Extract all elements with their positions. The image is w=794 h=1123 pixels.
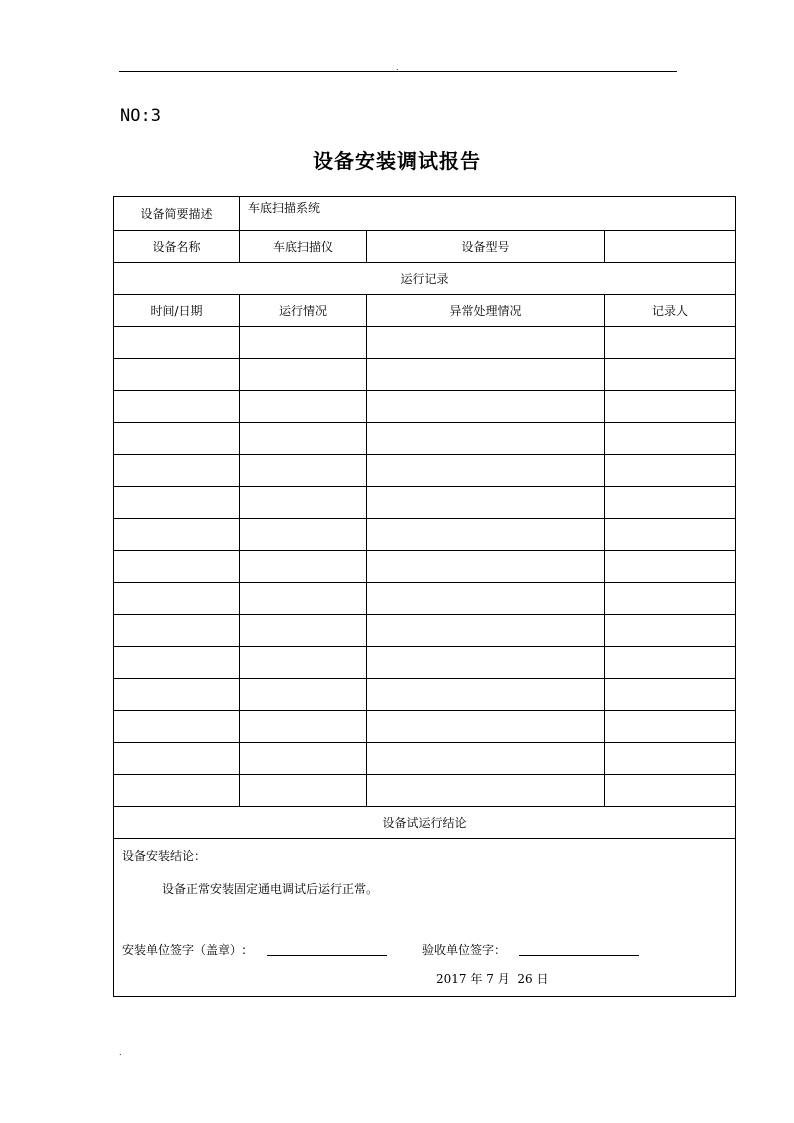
header-dot: . <box>396 63 399 72</box>
run-record-row <box>114 711 736 743</box>
conclusion-label: 设备安装结论： <box>122 849 207 863</box>
report-date <box>436 970 548 987</box>
run-record-cell-date[interactable] <box>114 647 240 679</box>
run-record-cell-recorder[interactable] <box>605 775 736 807</box>
equipment-model-value <box>605 231 736 263</box>
run-record-cell-recorder[interactable] <box>605 391 736 423</box>
run-record-cell-exception[interactable] <box>367 359 605 391</box>
run-record-cell-date[interactable] <box>114 423 240 455</box>
trial-conclusion-heading: 设备试运行结论 <box>114 807 736 839</box>
header-rule <box>119 71 677 72</box>
run-record-cell-status[interactable] <box>240 519 367 551</box>
equipment-model-label: 设备型号 <box>367 231 605 263</box>
run-record-cell-date[interactable] <box>114 615 240 647</box>
run-record-row <box>114 423 736 455</box>
run-record-cell-date[interactable] <box>114 679 240 711</box>
run-record-row <box>114 519 736 551</box>
run-record-cell-status[interactable] <box>240 743 367 775</box>
equipment-name-value: 车底扫描仪 <box>240 231 367 263</box>
run-record-cell-status[interactable] <box>240 487 367 519</box>
run-record-cell-status[interactable] <box>240 647 367 679</box>
run-record-cell-status[interactable] <box>240 359 367 391</box>
run-record-cell-status[interactable] <box>240 455 367 487</box>
run-record-cell-exception[interactable] <box>367 487 605 519</box>
run-record-cell-exception[interactable] <box>367 455 605 487</box>
date-month-unit: 月 <box>497 972 510 986</box>
column-header-row <box>114 295 736 327</box>
run-record-cell-date[interactable] <box>114 711 240 743</box>
run-record-cell-recorder[interactable] <box>605 583 736 615</box>
run-record-section-row <box>114 263 736 295</box>
run-record-cell-exception[interactable] <box>367 391 605 423</box>
run-record-cell-status[interactable] <box>240 551 367 583</box>
column-header-exception: 异常处理情况 <box>367 295 605 327</box>
run-record-cell-date[interactable] <box>114 775 240 807</box>
column-header-status: 运行情况 <box>240 295 367 327</box>
run-record-cell-recorder[interactable] <box>605 487 736 519</box>
trial-section-row <box>114 807 736 839</box>
date-year: 2017 <box>436 972 467 986</box>
run-record-row <box>114 551 736 583</box>
run-record-cell-recorder[interactable] <box>605 455 736 487</box>
run-record-cell-date[interactable] <box>114 455 240 487</box>
run-record-cell-status[interactable] <box>240 391 367 423</box>
run-record-cell-status[interactable] <box>240 327 367 359</box>
run-record-cell-exception[interactable] <box>367 327 605 359</box>
run-record-row <box>114 487 736 519</box>
equipment-name-label: 设备名称 <box>114 231 240 263</box>
run-record-cell-exception[interactable] <box>367 647 605 679</box>
conclusion-row <box>114 839 736 997</box>
run-record-cell-status[interactable] <box>240 615 367 647</box>
run-record-cell-exception[interactable] <box>367 583 605 615</box>
description-label: 设备简要描述 <box>114 197 240 231</box>
run-record-cell-exception[interactable] <box>367 775 605 807</box>
run-record-row <box>114 455 736 487</box>
run-record-row <box>114 583 736 615</box>
run-record-cell-recorder[interactable] <box>605 711 736 743</box>
run-record-cell-date[interactable] <box>114 391 240 423</box>
install-unit-signature-label: 安装单位签字（盖章）: <box>122 943 247 957</box>
date-month: 7 <box>486 972 494 986</box>
run-record-row <box>114 327 736 359</box>
run-record-cell-recorder[interactable] <box>605 743 736 775</box>
acceptance-unit-signature-label: 验收单位签字： <box>422 943 507 957</box>
run-record-cell-recorder[interactable] <box>605 551 736 583</box>
run-record-row <box>114 615 736 647</box>
run-record-cell-exception[interactable] <box>367 423 605 455</box>
column-header-date: 时间/日期 <box>114 295 240 327</box>
document-number: NO:3 <box>120 106 161 126</box>
run-record-cell-date[interactable] <box>114 327 240 359</box>
run-record-cell-exception[interactable] <box>367 519 605 551</box>
page-title: 设备安装调试报告 <box>313 149 481 173</box>
description-row <box>114 197 736 231</box>
run-record-cell-recorder[interactable] <box>605 615 736 647</box>
run-record-cell-date[interactable] <box>114 583 240 615</box>
run-record-cell-date[interactable] <box>114 743 240 775</box>
column-header-recorder: 记录人 <box>605 295 736 327</box>
run-record-cell-exception[interactable] <box>367 551 605 583</box>
run-record-cell-status[interactable] <box>240 423 367 455</box>
run-record-cell-status[interactable] <box>240 679 367 711</box>
run-record-row <box>114 391 736 423</box>
run-record-cell-date[interactable] <box>114 359 240 391</box>
run-record-row <box>114 743 736 775</box>
run-record-row <box>114 775 736 807</box>
run-record-row <box>114 647 736 679</box>
run-record-cell-recorder[interactable] <box>605 423 736 455</box>
footer-dot: . <box>119 1048 122 1057</box>
run-record-heading: 运行记录 <box>114 263 736 295</box>
run-record-cell-recorder[interactable] <box>605 327 736 359</box>
run-record-cell-exception[interactable] <box>367 743 605 775</box>
date-year-unit: 年 <box>470 972 483 986</box>
run-record-cell-date[interactable] <box>114 519 240 551</box>
acceptance-unit-signature-line[interactable] <box>519 955 639 956</box>
conclusion-cell <box>114 839 736 997</box>
install-unit-signature-line[interactable] <box>267 955 387 956</box>
run-record-cell-exception[interactable] <box>367 711 605 743</box>
run-record-cell-recorder[interactable] <box>605 519 736 551</box>
run-record-cell-status[interactable] <box>240 775 367 807</box>
report-table <box>113 196 736 997</box>
run-record-cell-exception[interactable] <box>367 615 605 647</box>
run-record-cell-recorder[interactable] <box>605 359 736 391</box>
conclusion-text: 设备正常安装固定通电调试后运行正常。 <box>162 882 379 896</box>
run-record-cell-exception[interactable] <box>367 679 605 711</box>
date-day: 26 <box>517 972 533 986</box>
run-record-row <box>114 679 736 711</box>
run-record-cell-status[interactable] <box>240 711 367 743</box>
equipment-row <box>114 231 736 263</box>
description-value: 车底扫描系统 <box>240 197 736 231</box>
run-record-cell-recorder[interactable] <box>605 679 736 711</box>
run-record-cell-date[interactable] <box>114 487 240 519</box>
run-record-cell-recorder[interactable] <box>605 647 736 679</box>
run-record-cell-status[interactable] <box>240 583 367 615</box>
run-record-cell-date[interactable] <box>114 551 240 583</box>
run-record-row <box>114 359 736 391</box>
date-day-unit: 日 <box>536 972 549 986</box>
